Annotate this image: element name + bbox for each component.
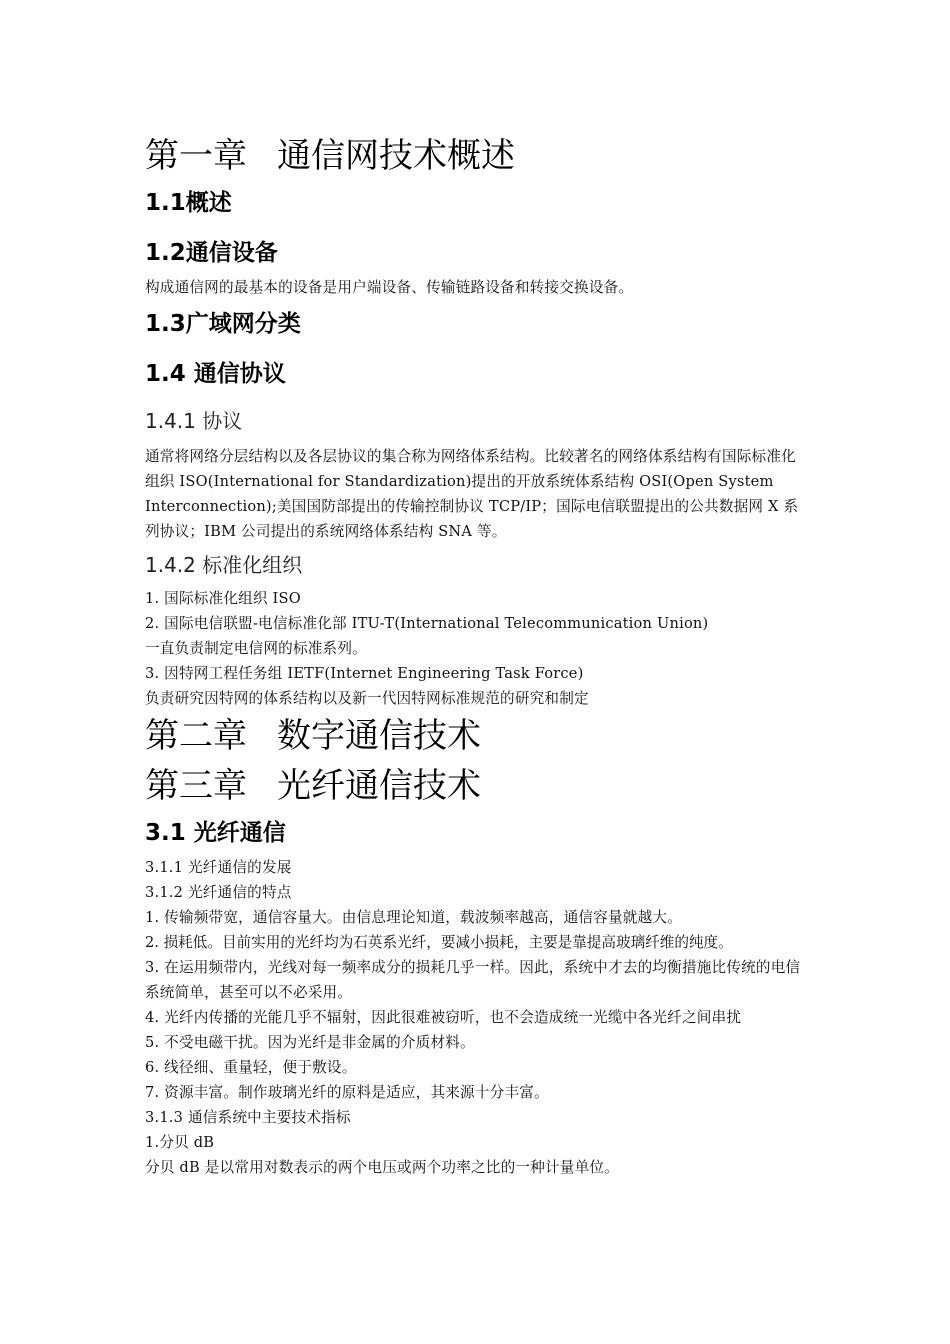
section-1-2-heading: 1.2通信设备 (145, 240, 278, 266)
section-1-2-paragraph: 构成通信网的最基本的设备是用户端设备、传输链路设备和转接交换设备。 (145, 279, 634, 296)
list-item: 5. 不受电磁干扰。因为光纤是非金属的介质材料。 (145, 1034, 475, 1051)
section-1-4-heading: 1.4 通信协议 (145, 361, 286, 387)
chapter-1-title (145, 131, 810, 181)
list-item: 2. 损耗低。目前实用的光纤均为石英系光纤，要减小损耗，主要是靠提高玻璃纤维的纯度。 (145, 934, 733, 951)
list-item: 分贝 dB 是以常用对数表示的两个电压或两个功率之比的一种计量单位。 (145, 1159, 619, 1176)
chapter-3-name: 光纤通信技术 (277, 766, 481, 806)
chapter-2-title (145, 711, 810, 761)
standards-org-list (145, 586, 810, 711)
list-item: 负责研究因特网的体系结构以及新一代因特网标准规范的研究和制定 (145, 690, 589, 707)
list-item: 6. 线径细、重量轻，便于敷设。 (145, 1059, 357, 1076)
list-item: 7. 资源丰富。制作玻璃光纤的原料是适应，其来源十分丰富。 (145, 1084, 549, 1101)
section-3-1-heading: 3.1 光纤通信 (145, 820, 286, 846)
list-item: 3. 在运用频带内，光线对每一频率成分的损耗几乎一样。因此，系统中才去的均衡措施比传统的电信系统简单，甚至可以不必采用。 (145, 959, 801, 1001)
chapter-3-number: 第三章 (145, 766, 247, 806)
chapter-3-title (145, 761, 810, 811)
chapter-1-number: 第一章 (145, 136, 247, 176)
list-item: 1. 国际标准化组织 ISO (145, 590, 301, 607)
list-item: 3.1.1 光纤通信的发展 (145, 859, 292, 876)
section-3-1-body (145, 855, 810, 1180)
section-1-4-1-paragraph: 通常将网络分层结构以及各层协议的集合称为网络体系结构。比较著名的网络体系结构有国际标准化组织 ISO(International for Standardization)提出的开放系统体系结构 OSI(Open System Interconnection);美国国防部提出的传输控制协议 TCP/IP；国际电信联盟提出的公共数据网 X 系列协议；IBM 公司提出的系统网络体系结构 SNA 等。 (145, 448, 799, 540)
section-1-4-2-heading: 1.4.2 标准化组织 (145, 553, 303, 577)
section-1-3-heading: 1.3广域网分类 (145, 311, 301, 337)
list-item: 一直负责制定电信网的标准系列。 (145, 640, 367, 657)
chapter-1-name: 通信网技术概述 (277, 136, 515, 176)
chapter-2-number: 第二章 (145, 716, 247, 756)
list-item: 3.1.3 通信系统中主要技术指标 (145, 1109, 351, 1126)
list-item: 1. 传输频带宽，通信容量大。由信息理论知道，载波频率越高，通信容量就越大。 (145, 909, 682, 926)
chapter-2-name: 数字通信技术 (277, 716, 481, 756)
section-1-1-heading: 1.1概述 (145, 190, 232, 216)
list-item: 2. 国际电信联盟-电信标准化部 ITU-T(International Telecommunication Union) (145, 615, 709, 632)
list-item: 1.分贝 dB (145, 1134, 215, 1151)
section-1-4-1-heading: 1.4.1 协议 (145, 409, 243, 433)
list-item: 3. 因特网工程任务组 IETF(Internet Engineering Task Force) (145, 665, 584, 682)
list-item: 3.1.2 光纤通信的特点 (145, 884, 292, 901)
list-item: 4. 光纤内传播的光能几乎不辐射，因此很难被窃听，也不会造成统一光缆中各光纤之间串扰 (145, 1009, 742, 1026)
document-content (145, 126, 810, 1180)
